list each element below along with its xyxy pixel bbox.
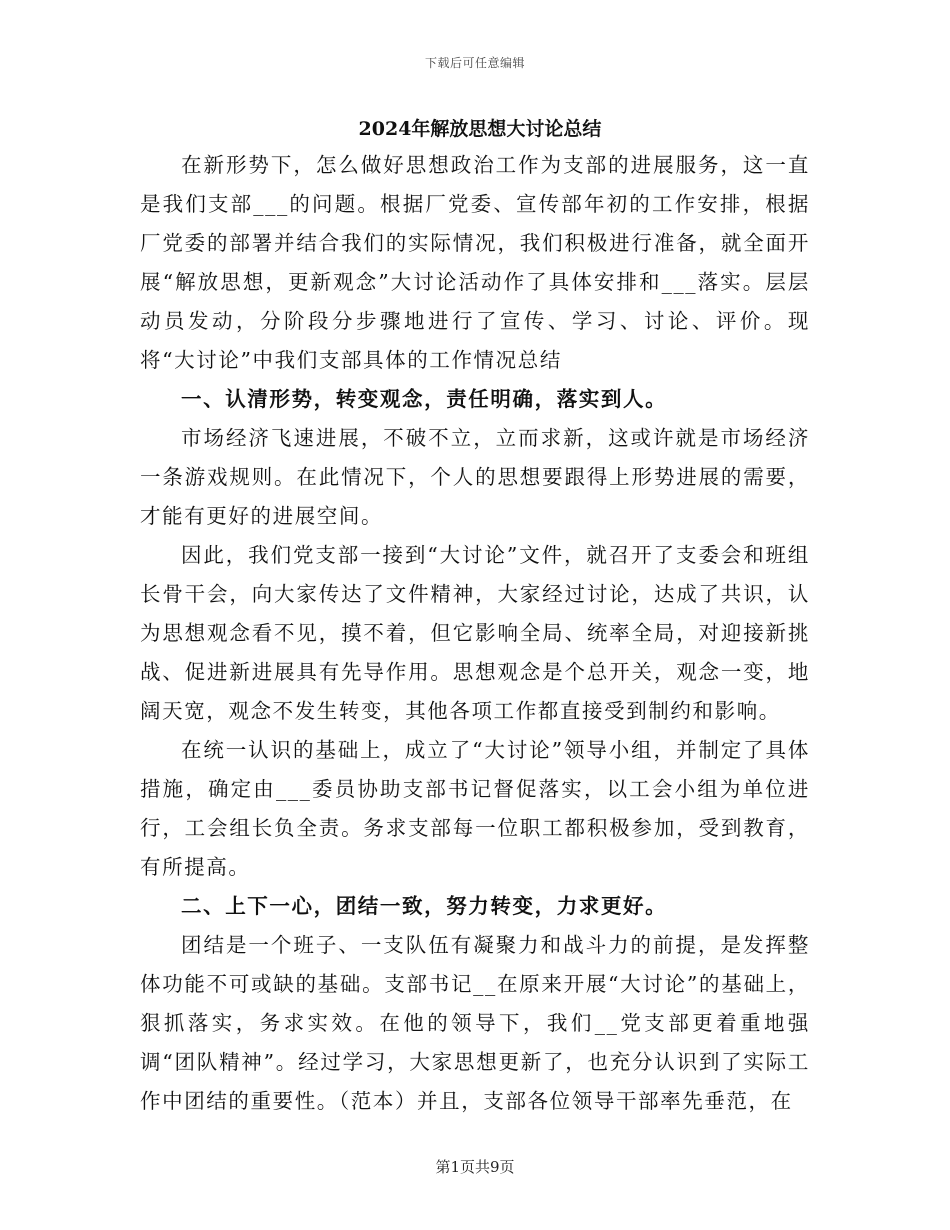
paragraph-leadership-group: 在统一认识的基础上，成立了“大讨论”领导小组，并制定了具体措施，确定由___委员协助支部书记督促落实，以工会小组为单位进行，工会组长负全责。务求支部每一位职工都积极参加，受到教育，有所提高。 <box>140 738 810 879</box>
paragraph-intro: 在新形势下，怎么做好思想政治工作为支部的进展服务，这一直是我们支部___的问题。根据厂党委、宣传部年初的工作安排，根据厂党委的部署并结合我们的实际情况，我们积极进行准备，就全面开展“解放思想，更新观念”大讨论活动作了具体安排和___落实。层层动员发动，分阶段分步骤地进行了宣传、学习、讨论、评价。现将“大讨论”中我们支部具体的工作情况总结 <box>140 153 810 372</box>
page-header-note: 下载后可任意编辑 <box>424 56 525 70</box>
section-heading-2: 二、上下一心，团结一致，努力转变，力求更好。 <box>181 894 668 918</box>
paragraph-unity: 团结是一个班子、一支队伍有凝聚力和战斗力的前提，是发挥整体功能不可或缺的基础。支部书记__在原来开展“大讨论”的基础上，狠抓落实，务求实效。在他的领导下，我们__党支部更着重地强调“团队精神”。经过学习，大家思想更新了，也充分认识到了实际工作中团结的重要性。（范本）并且，支部各位领导干部率先垂范，在 <box>140 933 810 1113</box>
section-heading-1: 一、认清形势，转变观念，责任明确，落实到人。 <box>181 387 668 411</box>
paragraph-meeting: 因此，我们党支部一接到“大讨论”文件，就召开了支委会和班组长骨干会，向大家传达了文件精神，大家经过讨论，达成了共识，认为思想观念看不见，摸不着，但它影响全局、统率全局，对迎接新挑战、促进新进展具有先导作用。思想观念是个总开关，观念一变，地阔天宽，观念不发生转变，其他各项工作都直接受到制约和影响。 <box>140 543 810 723</box>
document-body <box>140 112 810 1121</box>
paragraph-market: 市场经济飞速进展，不破不立，立而求新，这或许就是市场经济一条游戏规则。在此情况下，个人的思想要跟得上形势进展的需要，才能有更好的进展空间。 <box>140 426 810 528</box>
document-title: 2024年解放思想大讨论总结 <box>358 118 602 140</box>
page-number-footer: 第1页共9页 <box>435 1158 515 1176</box>
